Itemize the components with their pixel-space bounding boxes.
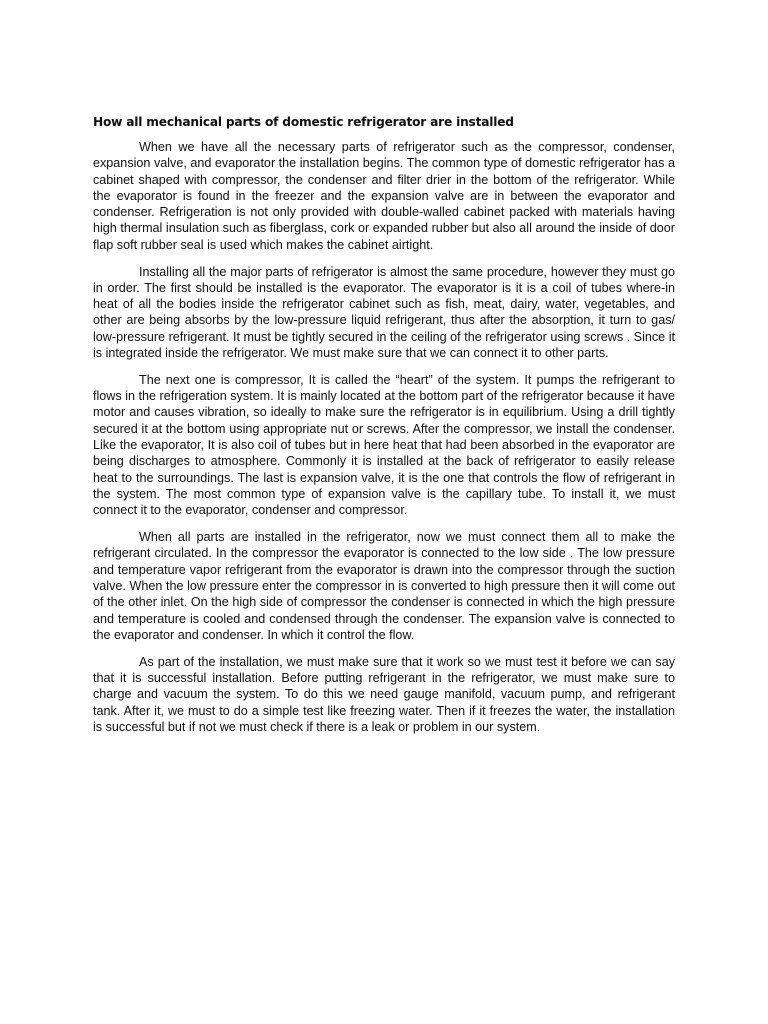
document-title: How all mechanical parts of domestic refrigerator are installed	[93, 115, 514, 129]
paragraph-connections: When all parts are installed in the refrigerator, now we must connect them all to make the refrigerant circulated. In the compressor the evaporator is connected to the low side . The low pressure and temperature vapor refrigerant from the evaporator is drawn into the compressor through the suction valve. When the low pressure enter the compressor in is converted to high pressure then it will come out of the other inlet. On the high side of compressor the condenser is connected in which the high pressure and temperature is cooled and condensed through the condenser. The expansion valve is connected to the evaporator and condenser. In which it control the flow.	[93, 530, 675, 642]
document-page	[93, 114, 675, 746]
paragraph-evaporator: Installing all the major parts of refrigerator is almost the same procedure, however they must go in order. The first should be installed is the evaporator. The evaporator is it is a coil of tubes where-in heat of all the bodies inside the refrigerator cabinet such as fish, meat, dairy, water, vegetables, and other are being absorbs by the low-pressure liquid refrigerant, thus after the absorption, it turn to gas/ low-pressure refrigerant. It must be tightly secured in the ceiling of the refrigerator using screws . Since it is integrated inside the refrigerator. We must make sure that we can connect it to other parts.	[93, 264, 675, 361]
paragraph-intro: When we have all the necessary parts of refrigerator such as the compressor, condenser, expansion valve, and evaporator the installation begins. The common type of domestic refrigerator has a cabinet shaped with compressor, the condenser and filter drier in the bottom of the refrigerator. While the evaporator is found in the freezer and the expansion valve are in between the evaporator and condenser. Refrigeration is not only provided with double-walled cabinet packed with materials having high thermal insulation such as fiberglass, cork or expanded rubber but also all around the inside of door flap soft rubber seal is used which makes the cabinet airtight.	[93, 140, 675, 252]
paragraph-testing: As part of the installation, we must make sure that it work so we must test it before we can say that it is successful installation. Before putting refrigerant in the refrigerator, we must make sure to charge and vacuum the system. To do this we need gauge manifold, vacuum pump, and refrigerant tank. After it, we must to do a simple test like freezing water. Then if it freezes the water, the installation is successful but if not we must check if there is a leak or problem in our system.	[93, 654, 675, 734]
paragraph-compressor-condenser: The next one is compressor, It is called the “heart” of the system. It pumps the refrigerant to flows in the refrigeration system. It is mainly located at the bottom part of the refrigerator because it have motor and causes vibration, so ideally to make sure the refrigerator is in equilibrium. Using a drill tightly secured it at the bottom using appropriate nut or screws. After the compressor, we install the condenser. Like the evaporator, It is also coil of tubes but in here heat that had been absorbed in the evaporator are being discharges to atmosphere. Commonly it is installed at the back of refrigerator to easily release heat to the surroundings. The last is expansion valve, it is the one that controls the flow of refrigerant in the system. The most common type of expansion valve is the capillary tube. To install it, we must connect it to the evaporator, condenser and compressor.	[93, 372, 675, 518]
